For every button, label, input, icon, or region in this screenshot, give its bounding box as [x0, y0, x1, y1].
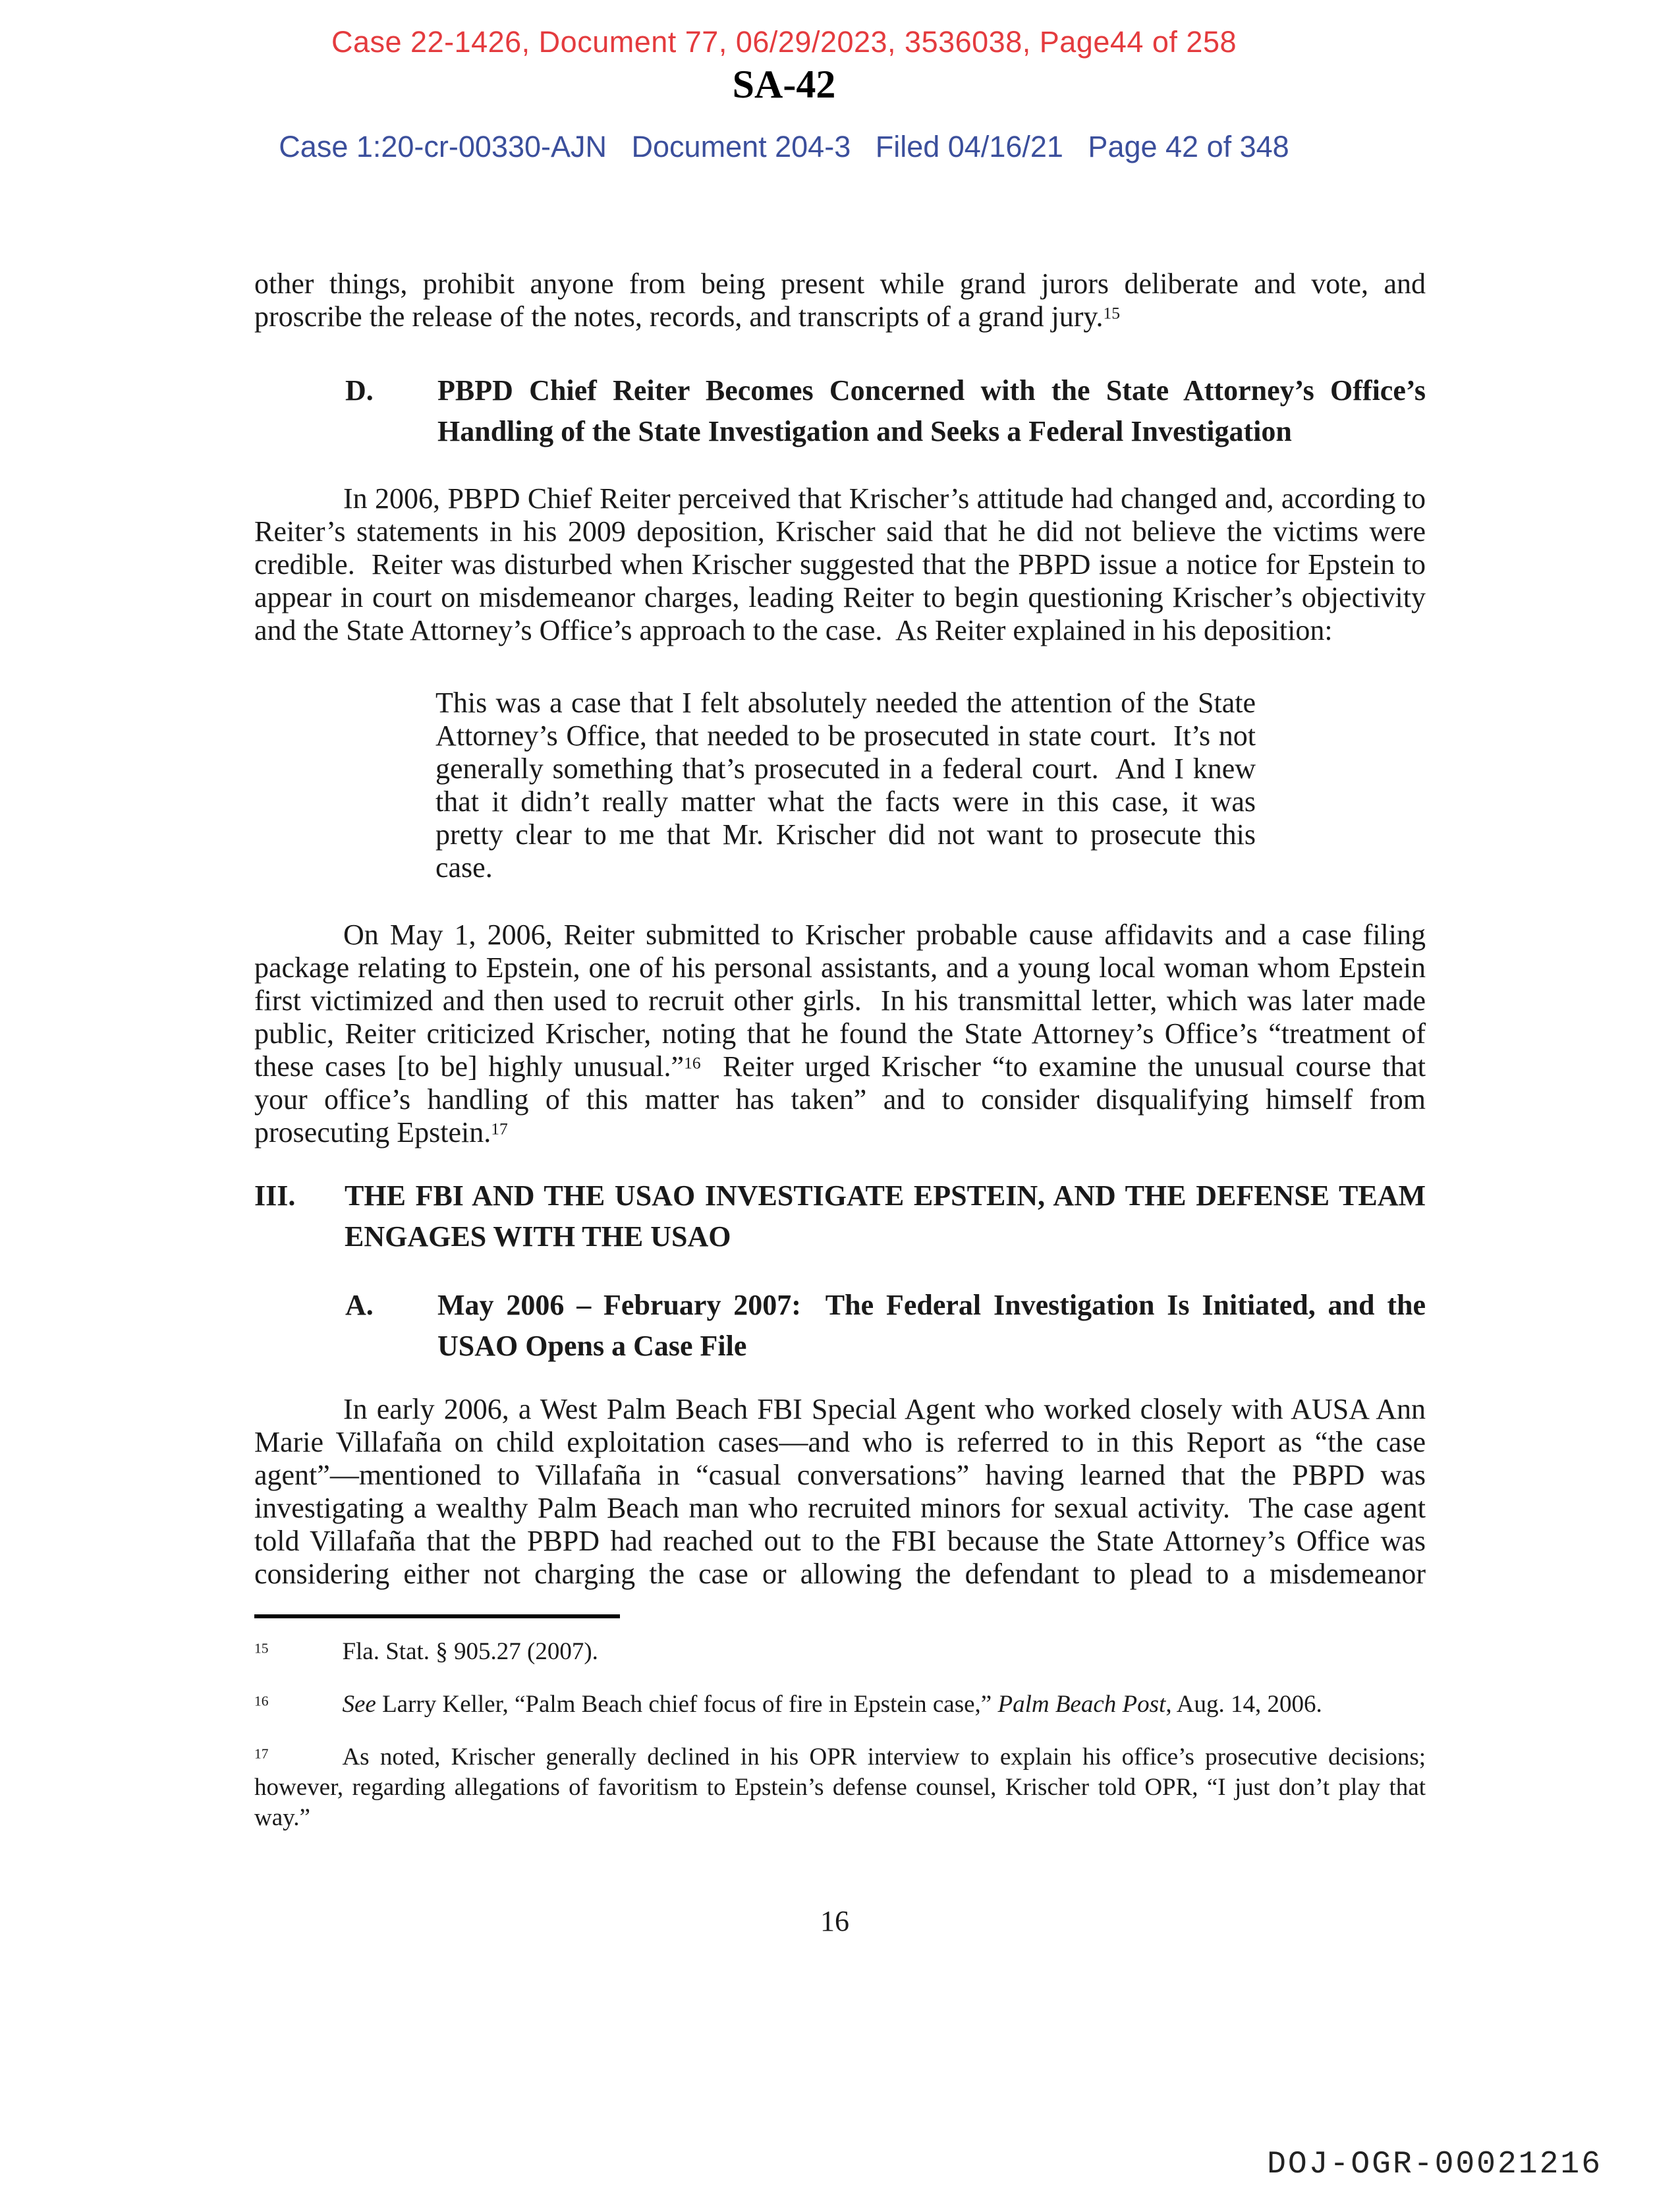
section-label-d: D.	[345, 374, 374, 407]
footnote-16-number: 16	[254, 1693, 269, 1709]
page-number: 16	[820, 1905, 849, 1937]
document-body	[254, 268, 1426, 1833]
section-label-a: A.	[345, 1289, 374, 1321]
section-heading-a	[345, 1285, 1426, 1367]
paragraph-fbi-case-agent: In early 2006, a West Palm Beach FBI Special Agent who worked closely with AUSA Ann Marie Villafaña on child exploitation cases—and who is referred to in this Report as “the case agent”—mentioned to Villafaña in “casual conversations” having learned that the PBPD was investigating a wealthy Palm Beach man who recruited minors for sexual activity. The case agent told Villafaña that the PBPD had reached out to the FBI because the State Attorney’s Office was considering either not charging the case or allowing the defendant to plead to a misdemeanor	[254, 1393, 1426, 1590]
paragraph-may-2006: On May 1, 2006, Reiter submitted to Krischer probable cause affidavits and a case filing package relating to Epstein, one of his personal assistants, and a young local woman whom Epstein first victimized and then used to recruit other girls. In his transmittal letter, which was later made public, Reiter criticized Krischer, noting that he found the State Attorney’s Office’s “treatment of these cases [to be] highly unusual.”$^{16}$ Reiter urged Krischer “to examine the unusual course that your office’s handling of this matter has taken” and to consider disqualifying himself from prosecuting Epstein.$^{17}$	[254, 919, 1426, 1149]
footnote-15-number: 15	[254, 1640, 269, 1657]
section-title-a: May 2006 – February 2007: The Federal Investigation Is Initiated, and the USAO Opens a Case File	[437, 1289, 1426, 1362]
paragraph-grand-jury-continuation: other things, prohibit anyone from being present while grand jurors deliberate and vote, and proscribe the release of the notes, records, and transcripts of a grand jury.$^{15}$	[254, 268, 1426, 333]
stamped-headers	[0, 25, 1568, 164]
footnote-separator-rule	[254, 1614, 620, 1618]
footnote-17-text: As noted, Krischer generally declined in his OPR interview to explain his office’s prosecutive decisions; however, regarding allegations of favoritism to Epstein’s defense counsel, Krischer told OPR, “I just don’t play that way.”	[254, 1744, 1426, 1831]
footnote-16-text: See Larry Keller, “Palm Beach chief focus of fire in Epstein case,” Palm Beach Post, Aug. 14, 2006.	[342, 1691, 1322, 1718]
section-label-iii: III.	[254, 1179, 296, 1212]
district-case-header: Case 1:20-cr-00330-AJN Document 204-3 Filed 04/16/21 Page 42 of 348	[279, 130, 1289, 163]
appellate-case-header: Case 22-1426, Document 77, 06/29/2023, 3536038, Page44 of 258	[331, 25, 1237, 59]
section-heading-d	[345, 370, 1426, 452]
deposition-blockquote: This was a case that I felt absolutely needed the attention of the State Attorney’s Office, that needed to be prosecuted in state court. It’s not generally something that’s prosecuted in a federal court. And I knew that it didn’t really matter what the facts were in this case, it was pretty clear to me that Mr. Krischer did not want to prosecute this case.	[435, 687, 1256, 884]
paragraph-krischer-attitude: In 2006, PBPD Chief Reiter perceived that Krischer’s attitude had changed and, according to Reiter’s statements in his 2009 deposition, Krischer said that he did not believe the victims were credible. Reiter was disturbed when Krischer suggested that the PBPD issue a notice for Epstein to appear in court on misdemeanor charges, leading Reiter to begin questioning Krischer’s objectivity and the State Attorney’s Office’s approach to the case. As Reiter explained in his deposition:	[254, 482, 1426, 646]
footnote-17-number: 17	[254, 1745, 269, 1762]
appendix-page-stamp: SA-42	[732, 63, 836, 106]
footnote-15-text: Fla. Stat. § 905.27 (2007).	[342, 1638, 598, 1665]
section-title-iii: THE FBI AND THE USAO INVESTIGATE EPSTEIN, AND THE DEFENSE TEAM ENGAGES WITH THE USAO	[345, 1179, 1426, 1253]
footnote-16	[254, 1689, 1426, 1720]
footnote-17	[254, 1742, 1426, 1833]
bates-stamp: DOJ-OGR-00021216	[1267, 2147, 1602, 2182]
section-title-d: PBPD Chief Reiter Becomes Concerned with the State Attorney’s Office’s Handling of the State Investigation and Seeks a Federal Investigation	[437, 374, 1426, 447]
footnote-15	[254, 1637, 1426, 1667]
section-heading-iii	[254, 1176, 1426, 1257]
